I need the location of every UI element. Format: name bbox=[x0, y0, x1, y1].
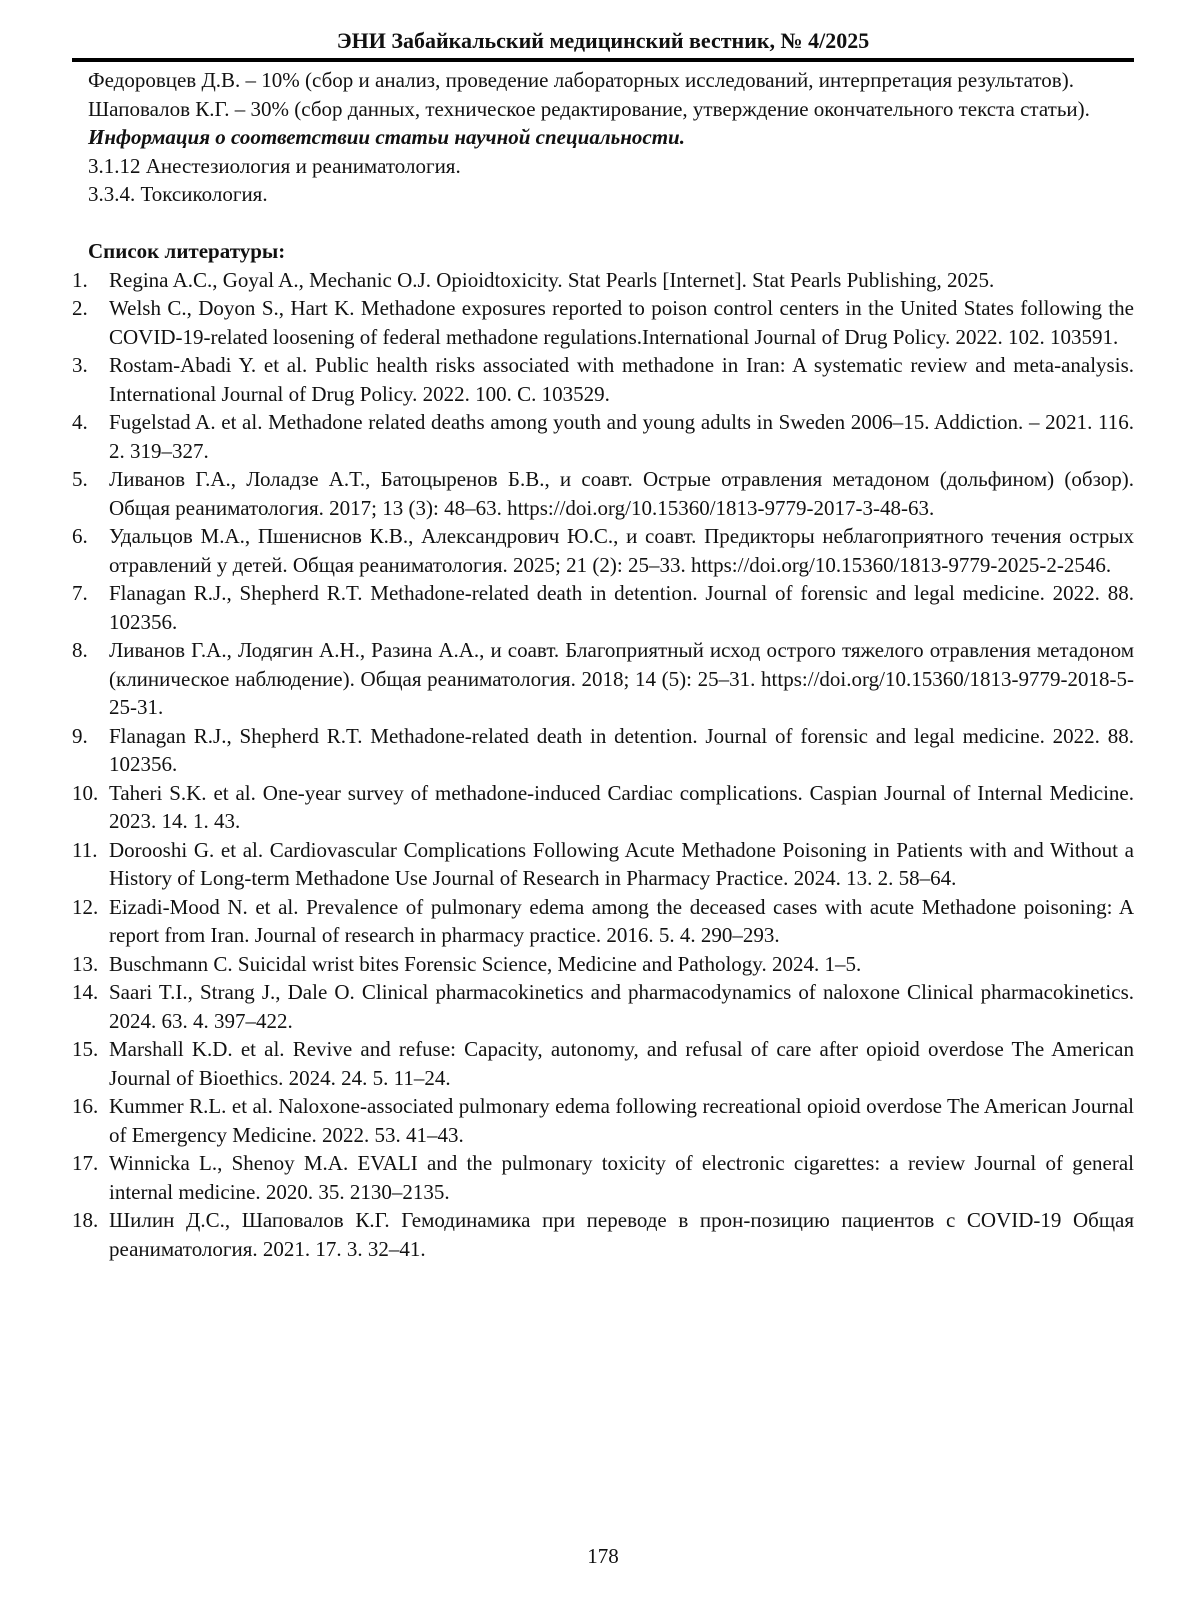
reference-number: 1. bbox=[72, 267, 88, 292]
reference-text: Dorooshi G. et al. Cardiovascular Complications Following Acute Methadone Poisoning in Patients with and Without a History of Long-term Methadone Use Journal of Research in Pharmacy Practice. 2024. 13. 2. 58–64. bbox=[109, 837, 1134, 890]
reference-text: Kummer R.L. et al. Naloxone-associated pulmonary edema following recreational opioid overdose The American Journal of Emergency Medicine. 2022. 53. 41–43. bbox=[109, 1094, 1134, 1147]
reference-number: 15. bbox=[72, 1037, 99, 1061]
reference-text: Eizadi-Mood N. et al. Prevalence of pulmonary edema among the deceased cases with acute Methadone poisoning: A report from Iran. Journal of research in pharmacy practice. 2016. 5. 4. 290–293. bbox=[109, 894, 1134, 947]
journal-header: ЭНИ Забайкальский медицинский вестник, № 4/2025 bbox=[336, 28, 870, 53]
reference-text: Flanagan R.J., Shepherd R.T. Methadone-related death in detention. Journal of forensic and legal medicine. 2022. 88. 102356. bbox=[109, 581, 1134, 634]
reference-text: Buschmann C. Suicidal wrist bites Forensic Science, Medicine and Pathology. 2024. 1–5. bbox=[109, 951, 862, 976]
reference-text: Taheri S.K. et al. One-year survey of methadone-induced Cardiac complications. Caspian Journal of Internal Medicine. 2023. 14. 1. 43. bbox=[109, 780, 1134, 833]
header-rule bbox=[72, 58, 1134, 62]
reference-number: 5. bbox=[72, 467, 88, 491]
reference-text: Ливанов Г.А., Лоладзе А.Т., Батоцыренов Б.В., и соавт. Острые отравления метадоном (дольфином) (обзор). Общая реаниматология. 2017; 13 (3): 48–63. https://doi.org/10.15360/1813-9779-2017-3-48-63. bbox=[109, 467, 1134, 520]
reference-number: 9. bbox=[72, 723, 88, 748]
reference-item bbox=[72, 636, 1134, 722]
reference-number: 6. bbox=[72, 524, 88, 548]
main-content bbox=[72, 66, 1134, 1263]
reference-number: 2. bbox=[72, 296, 88, 320]
reference-item bbox=[72, 1092, 1134, 1149]
specialty-heading: Информация о соответствии статьи научной специальности. bbox=[88, 125, 685, 149]
contribution-paragraph: Шаповалов К.Г. – 30% (сбор данных, техническое редактирование, утверждение окончательного текста статьи). bbox=[88, 96, 1090, 121]
reference-text: Ливанов Г.А., Лодягин А.Н., Разина А.А., и соавт. Благоприятный исход острого тяжелого отравления метадоном (клиническое наблюдение). Общая реаниматология. 2018; 14 (5): 25–31. https://doi.org/10.15360/1813-9779-2018-5-25-31. bbox=[109, 638, 1134, 719]
reference-item bbox=[72, 522, 1134, 579]
reference-item bbox=[72, 978, 1134, 1035]
reference-item bbox=[72, 465, 1134, 522]
reference-item bbox=[72, 266, 1134, 295]
reference-number: 11. bbox=[72, 837, 98, 862]
reference-number: 4. bbox=[72, 410, 88, 434]
specialty-item: 3.1.12 Анестезиология и реаниматология. bbox=[88, 153, 461, 178]
reference-item bbox=[72, 579, 1134, 636]
references-list bbox=[72, 266, 1134, 1264]
reference-text: Fugelstad A. et al. Methadone related deaths among youth and young adults in Sweden 2006–15. Addiction. – 2021. 116. 2. 319–327. bbox=[109, 410, 1134, 463]
reference-number: 12. bbox=[72, 894, 99, 919]
reference-item bbox=[72, 294, 1134, 351]
reference-item bbox=[72, 408, 1134, 465]
reference-item bbox=[72, 1206, 1134, 1263]
reference-number: 8. bbox=[72, 638, 88, 662]
reference-number: 17. bbox=[72, 1151, 99, 1175]
page-number: 178 bbox=[587, 1544, 619, 1568]
reference-number: 7. bbox=[72, 581, 88, 605]
specialty-item: 3.3.4. Токсикология. bbox=[88, 182, 268, 206]
reference-number: 3. bbox=[72, 353, 88, 377]
reference-item bbox=[72, 950, 1134, 979]
reference-text: Flanagan R.J., Shepherd R.T. Methadone-related death in detention. Journal of forensic and legal medicine. 2022. 88. 102356. bbox=[109, 723, 1134, 776]
reference-text: Winnicka L., Shenoy M.A. EVALI and the pulmonary toxicity of electronic cigarettes: a review Journal of general internal medicine. 2020. 35. 2130–2135. bbox=[109, 1151, 1134, 1204]
reference-text: Шилин Д.С., Шаповалов К.Г. Гемодинамика при переводе в прон-позицию пациентов с COVID-19 Общая реаниматология. 2021. 17. 3. 32–41. bbox=[109, 1208, 1134, 1261]
reference-item bbox=[72, 893, 1134, 950]
reference-text: Regina A.C., Goyal A., Mechanic O.J. Opioidtoxicity. Stat Pearls [Internet]. Stat Pearls Publishing, 2025. bbox=[109, 267, 995, 292]
reference-item bbox=[72, 722, 1134, 779]
contribution-paragraph: Федоровцев Д.В. – 10% (сбор и анализ, проведение лабораторных исследований, интерпретация результатов). bbox=[88, 68, 1074, 92]
reference-text: Saari T.I., Strang J., Dale O. Clinical pharmacokinetics and pharmacodynamics of naloxone Clinical pharmacokinetics. 2024. 63. 4. 397–422. bbox=[109, 980, 1134, 1033]
reference-text: Удальцов М.А., Пшениснов К.В., Александрович Ю.С., и соавт. Предикторы неблагоприятного течения острых отравлений у детей. Общая реаниматология. 2025; 21 (2): 25–33. https://doi.org/10.15360/1813-9779-2025-2-2546. bbox=[109, 524, 1134, 577]
reference-item bbox=[72, 1035, 1134, 1092]
reference-number: 13. bbox=[72, 951, 99, 976]
reference-number: 16. bbox=[72, 1094, 99, 1118]
reference-text: Welsh C., Doyon S., Hart K. Methadone exposures reported to poison control centers in the United States following the COVID-19-related loosening of federal methadone regulations.International Journal of Drug Policy. 2022. 102. 103591. bbox=[109, 296, 1134, 349]
reference-number: 18. bbox=[72, 1208, 99, 1232]
reference-text: Rostam-Abadi Y. et al. Public health risks associated with methadone in Iran: A systematic review and meta-analysis. International Journal of Drug Policy. 2022. 100. С. 103529. bbox=[109, 353, 1134, 406]
reference-number: 10. bbox=[72, 780, 99, 805]
references-heading: Список литературы: bbox=[88, 239, 286, 263]
reference-item bbox=[72, 1149, 1134, 1206]
reference-item bbox=[72, 836, 1134, 893]
reference-number: 14. bbox=[72, 980, 99, 1004]
reference-item bbox=[72, 351, 1134, 408]
reference-item bbox=[72, 779, 1134, 836]
reference-text: Marshall K.D. et al. Revive and refuse: Capacity, autonomy, and refusal of care after opioid overdose The American Journal of Bioethics. 2024. 24. 5. 11–24. bbox=[109, 1037, 1134, 1090]
